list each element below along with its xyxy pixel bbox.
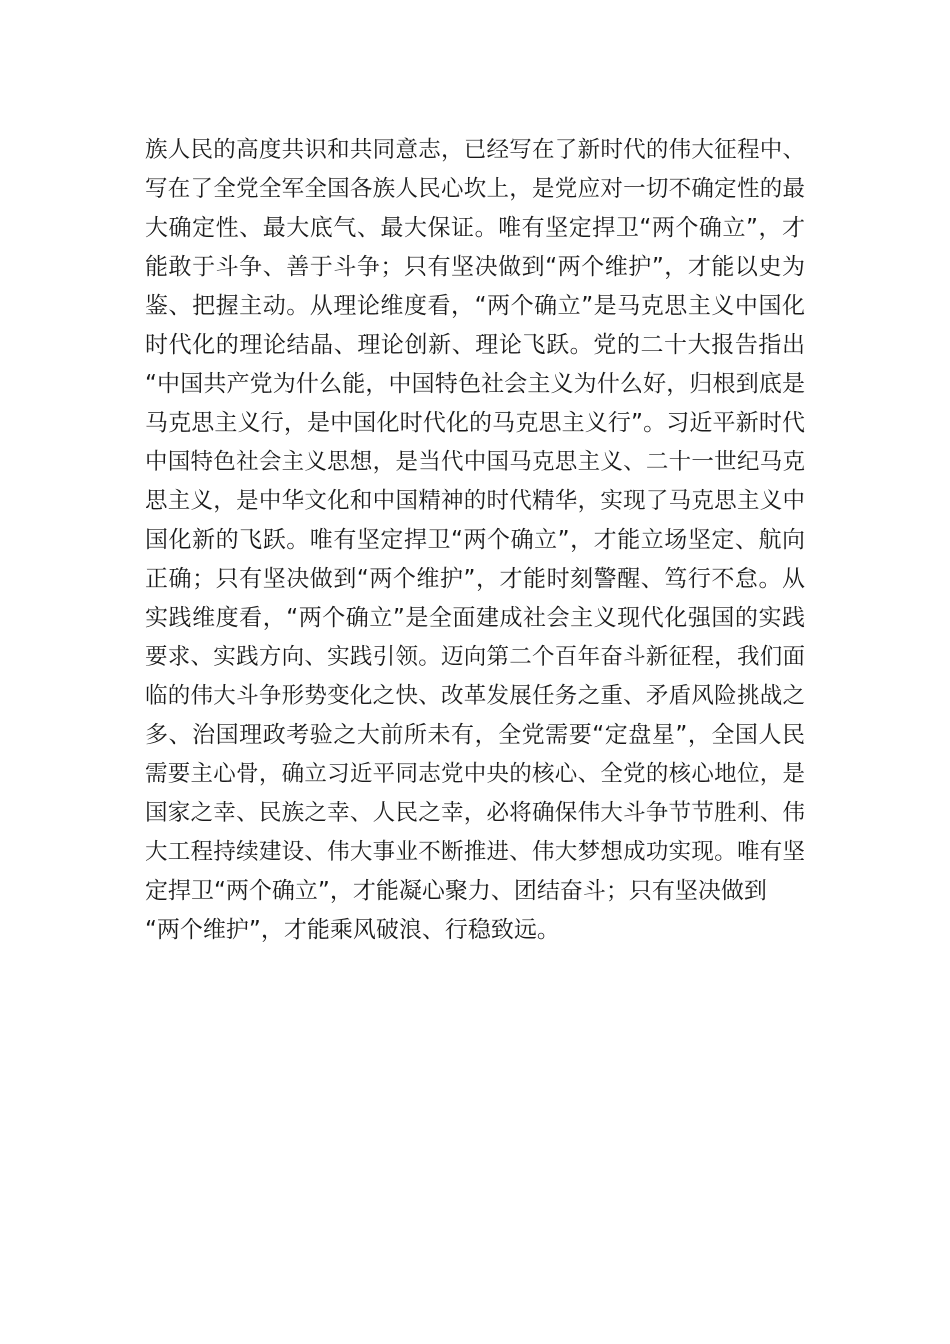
- text-line: 正确；只有坚决做到“两个维护”，才能时刻警醒、笃行不怠。从: [145, 566, 805, 592]
- text-line: 要求、实践方向、实践引领。迈向第二个百年奋斗新征程，我们面: [145, 644, 805, 670]
- text-line: 大工程持续建设、伟大事业不断推进、伟大梦想成功实现。唯有坚: [145, 839, 805, 865]
- text-line: 族人民的高度共识和共同意志，已经写在了新时代的伟大征程中、: [145, 137, 805, 163]
- text-line: 写在了全党全军全国各族人民心坎上，是党应对一切不确定性的最: [145, 176, 805, 202]
- text-line: 能敢于斗争、善于斗争；只有坚决做到“两个维护”，才能以史为: [145, 254, 805, 280]
- text-line: “中国共产党为什么能，中国特色社会主义为什么好，归根到底是: [145, 371, 805, 397]
- text-line: 实践维度看，“两个确立”是全面建成社会主义现代化强国的实践: [145, 605, 805, 631]
- text-line: 大确定性、最大底气、最大保证。唯有坚定捍卫“两个确立”，才: [145, 215, 805, 241]
- text-line: 马克思主义行，是中国化时代化的马克思主义行”。习近平新时代: [145, 410, 805, 436]
- text-line: 临的伟大斗争形势变化之快、改革发展任务之重、矛盾风险挑战之: [145, 683, 805, 709]
- body-paragraph: [145, 131, 805, 950]
- text-line: 鉴、把握主动。从理论维度看，“两个确立”是马克思主义中国化: [145, 293, 805, 319]
- text-line: 国家之幸、民族之幸、人民之幸，必将确保伟大斗争节节胜利、伟: [145, 800, 805, 826]
- text-line: 时代化的理论结晶、理论创新、理论飞跃。党的二十大报告指出: [145, 332, 805, 358]
- text-line: 需要主心骨，确立习近平同志党中央的核心、全党的核心地位，是: [145, 761, 805, 787]
- text-line: 思主义，是中华文化和中国精神的时代精华，实现了马克思主义中: [145, 488, 805, 514]
- text-line: 多、治国理政考验之大前所未有，全党需要“定盘星”，全国人民: [145, 722, 805, 748]
- text-line: 国化新的飞跃。唯有坚定捍卫“两个确立”，才能立场坚定、航向: [145, 527, 805, 553]
- text-line: 定捍卫“两个确立”，才能凝心聚力、团结奋斗；只有坚决做到: [145, 878, 767, 904]
- text-line: “两个维护”，才能乘风破浪、行稳致远。: [145, 917, 560, 943]
- text-line: 中国特色社会主义思想，是当代中国马克思主义、二十一世纪马克: [145, 449, 805, 475]
